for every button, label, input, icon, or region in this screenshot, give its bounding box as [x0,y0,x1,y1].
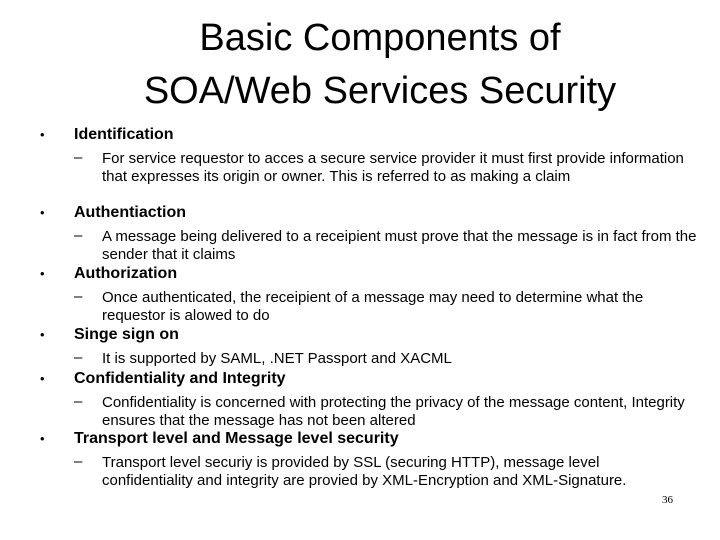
bullet-detail: Transport level securiy is provided by SSL (securing HTTP), message level confidentiality and integrity are provied by XML-Encryption and XML-Signature. [102,454,627,489]
bullet-detail: Confidentiality is concerned with protecting the privacy of the message content, Integrity ensures that the message has not been altered [102,394,685,429]
slide-title-line-2: SOA/Web Services Security [143,70,617,112]
dash-icon: – [74,288,83,305]
slide-number: 36 [662,494,673,506]
bullet-detail: For service requestor to acces a secure service provider it must first provide information that expresses its origin or owner. This is referred to as making a claim [102,150,684,185]
dash-icon: – [74,453,83,470]
bullet-heading: Singe sign on [74,326,179,343]
slide-title-line-1: Basic Components of [199,17,561,59]
bullet-heading: Transport level and Message level security [74,430,399,447]
bullet-icon: • [40,266,45,281]
bullet-heading: Authentiaction [74,204,186,221]
bullet-heading: Authorization [74,265,178,282]
bullet-icon: • [40,327,45,342]
bullet-heading: Identification [74,126,174,143]
bullet-detail: A message being delivered to a receipient must prove that the message is in fact from the sender that it claims [102,228,697,263]
bullet-detail: Once authenticated, the receipient of a message may need to determine what the requestor is alowed to do [102,289,644,324]
bullet-heading: Confidentiality and Integrity [74,370,286,387]
dash-icon: – [74,349,83,366]
bullet-icon: • [40,205,45,220]
dash-icon: – [74,227,83,244]
bullet-icon: • [40,431,45,446]
dash-icon: – [74,393,83,410]
bullet-detail: It is supported by SAML, .NET Passport and XACML [102,350,452,367]
bullet-icon: • [40,371,45,386]
bullet-icon: • [40,127,45,142]
dash-icon: – [74,149,83,166]
slide-title [100,12,660,118]
